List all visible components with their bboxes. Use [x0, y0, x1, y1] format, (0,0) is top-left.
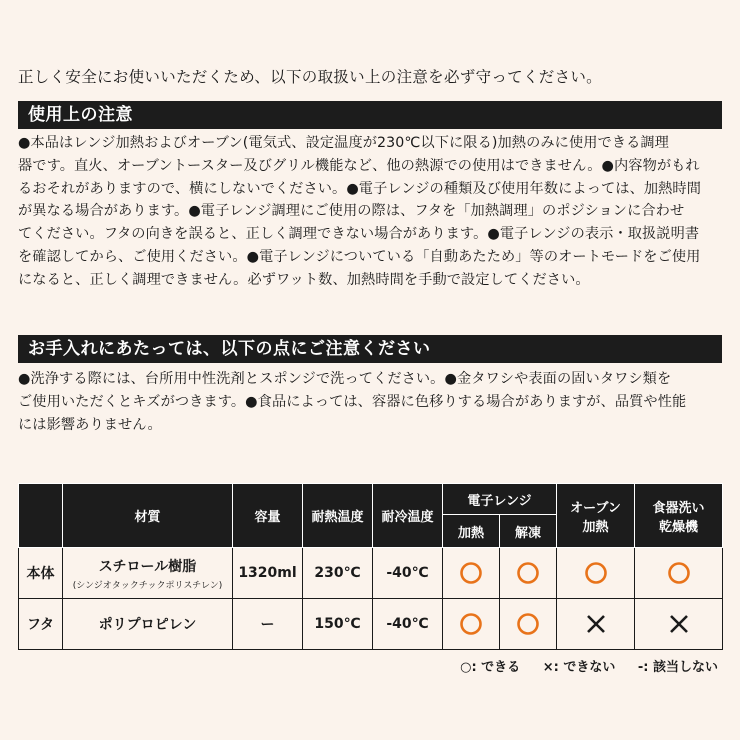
mark-cell: [635, 599, 723, 650]
usage-line: になると、正しく調理できません。必ずワット数、加熱時間を手動で設定してください。: [18, 271, 590, 288]
row-heat: 150℃: [303, 599, 373, 650]
header-cold-resistance: 耐冷温度: [373, 484, 443, 548]
circle-icon: [459, 561, 483, 585]
mark-cell: [557, 548, 635, 599]
legend: [442, 656, 718, 675]
header-oven-line2: 加熱: [582, 519, 609, 535]
row-material: [63, 599, 233, 650]
row-part: 本体: [19, 548, 63, 599]
material-name: スチロール樹脂: [98, 558, 197, 575]
mark-cell: [635, 548, 723, 599]
circle-icon: [667, 561, 691, 585]
header-heat-resistance: 耐熱温度: [303, 484, 373, 548]
header-dishwasher: [635, 484, 723, 548]
row-cold: -40℃: [373, 599, 443, 650]
usage-line: るおそれがありますので、横にしないでください。●電子レンジの種類及び使用年数によっては、加熱時間: [18, 180, 702, 197]
material-name: ポリプロピレン: [98, 617, 197, 633]
material-subname: (シンジオタックチックポリスチレン): [72, 580, 223, 591]
usage-paragraph: [18, 132, 724, 292]
circle-icon: [584, 561, 608, 585]
row-cold: -40℃: [373, 548, 443, 599]
legend-na: -: 該当しない: [637, 660, 718, 675]
row-heat: 230℃: [303, 548, 373, 599]
header-microwave: 電子レンジ: [443, 484, 557, 515]
header-mw-heat: 加熱: [443, 515, 500, 548]
legend-ok: ○: できる: [460, 660, 521, 675]
mark-cell: [557, 599, 635, 650]
header-mw-thaw: 解凍: [500, 515, 557, 548]
cross-icon: [584, 612, 608, 636]
usage-line: が異なる場合があります。●電子レンジ調理にご使用の際は、フタを「加熱調理」のポジションに合わせ: [18, 203, 685, 220]
care-paragraph: [18, 368, 724, 436]
cross-icon: [667, 612, 691, 636]
usage-line: てください。フタの向きを誤ると、正しく調理できない場合があります。●電子レンジの表示・取扱説明書: [18, 226, 700, 243]
care-line: ●洗浄する際には、台所用中性洗剤とスポンジで洗ってください。●金タワシや表面の固いタワシ類を: [18, 371, 672, 387]
mark-cell: [443, 599, 500, 650]
header-oven: [557, 484, 635, 548]
circle-icon: [516, 561, 540, 585]
row-material: [63, 548, 233, 599]
usage-line: を確認してから、ご使用ください。●電子レンジについている「自動あたため」等のオートモードをご使用: [18, 248, 701, 265]
circle-icon: [516, 612, 540, 636]
mark-cell: [500, 548, 557, 599]
usage-section-title: 使用上の注意: [18, 101, 722, 129]
header-dish-line1: 食器洗い: [652, 500, 705, 516]
header-material: 材質: [63, 484, 233, 548]
usage-line: ●本品はレンジ加熱およびオーブン(電気式、設定温度が230℃以下に限る)加熱のみに使用できる調理: [18, 135, 669, 151]
spec-table: [18, 483, 723, 650]
row-capacity: ー: [233, 599, 303, 650]
care-section-title: お手入れにあたっては、以下の点にご注意ください: [18, 335, 722, 363]
mark-cell: [500, 599, 557, 650]
row-part: フタ: [19, 599, 63, 650]
usage-line: 器です。直火、オーブントースター及びグリル機能など、他の熱源での使用はできません。●内容物がもれ: [18, 157, 700, 174]
table-row: [19, 548, 723, 599]
header-blank: [19, 484, 63, 548]
legend-ng: ×: できない: [542, 660, 616, 675]
row-capacity: 1320ml: [233, 548, 303, 599]
circle-icon: [459, 612, 483, 636]
care-line: には影響ありません。: [18, 416, 162, 433]
header-dish-line2: 乾燥機: [659, 519, 699, 535]
header-capacity: 容量: [233, 484, 303, 548]
mark-cell: [443, 548, 500, 599]
intro-text: 正しく安全にお使いいただくため、以下の取扱い上の注意を必ず守ってください。: [18, 68, 602, 86]
care-line: ご使用いただくとキズがつきます。●食品によっては、容器に色移りする場合がありますが、品質や性能: [18, 393, 687, 410]
header-oven-line1: オーブン: [570, 500, 621, 516]
table-row: [19, 599, 723, 650]
